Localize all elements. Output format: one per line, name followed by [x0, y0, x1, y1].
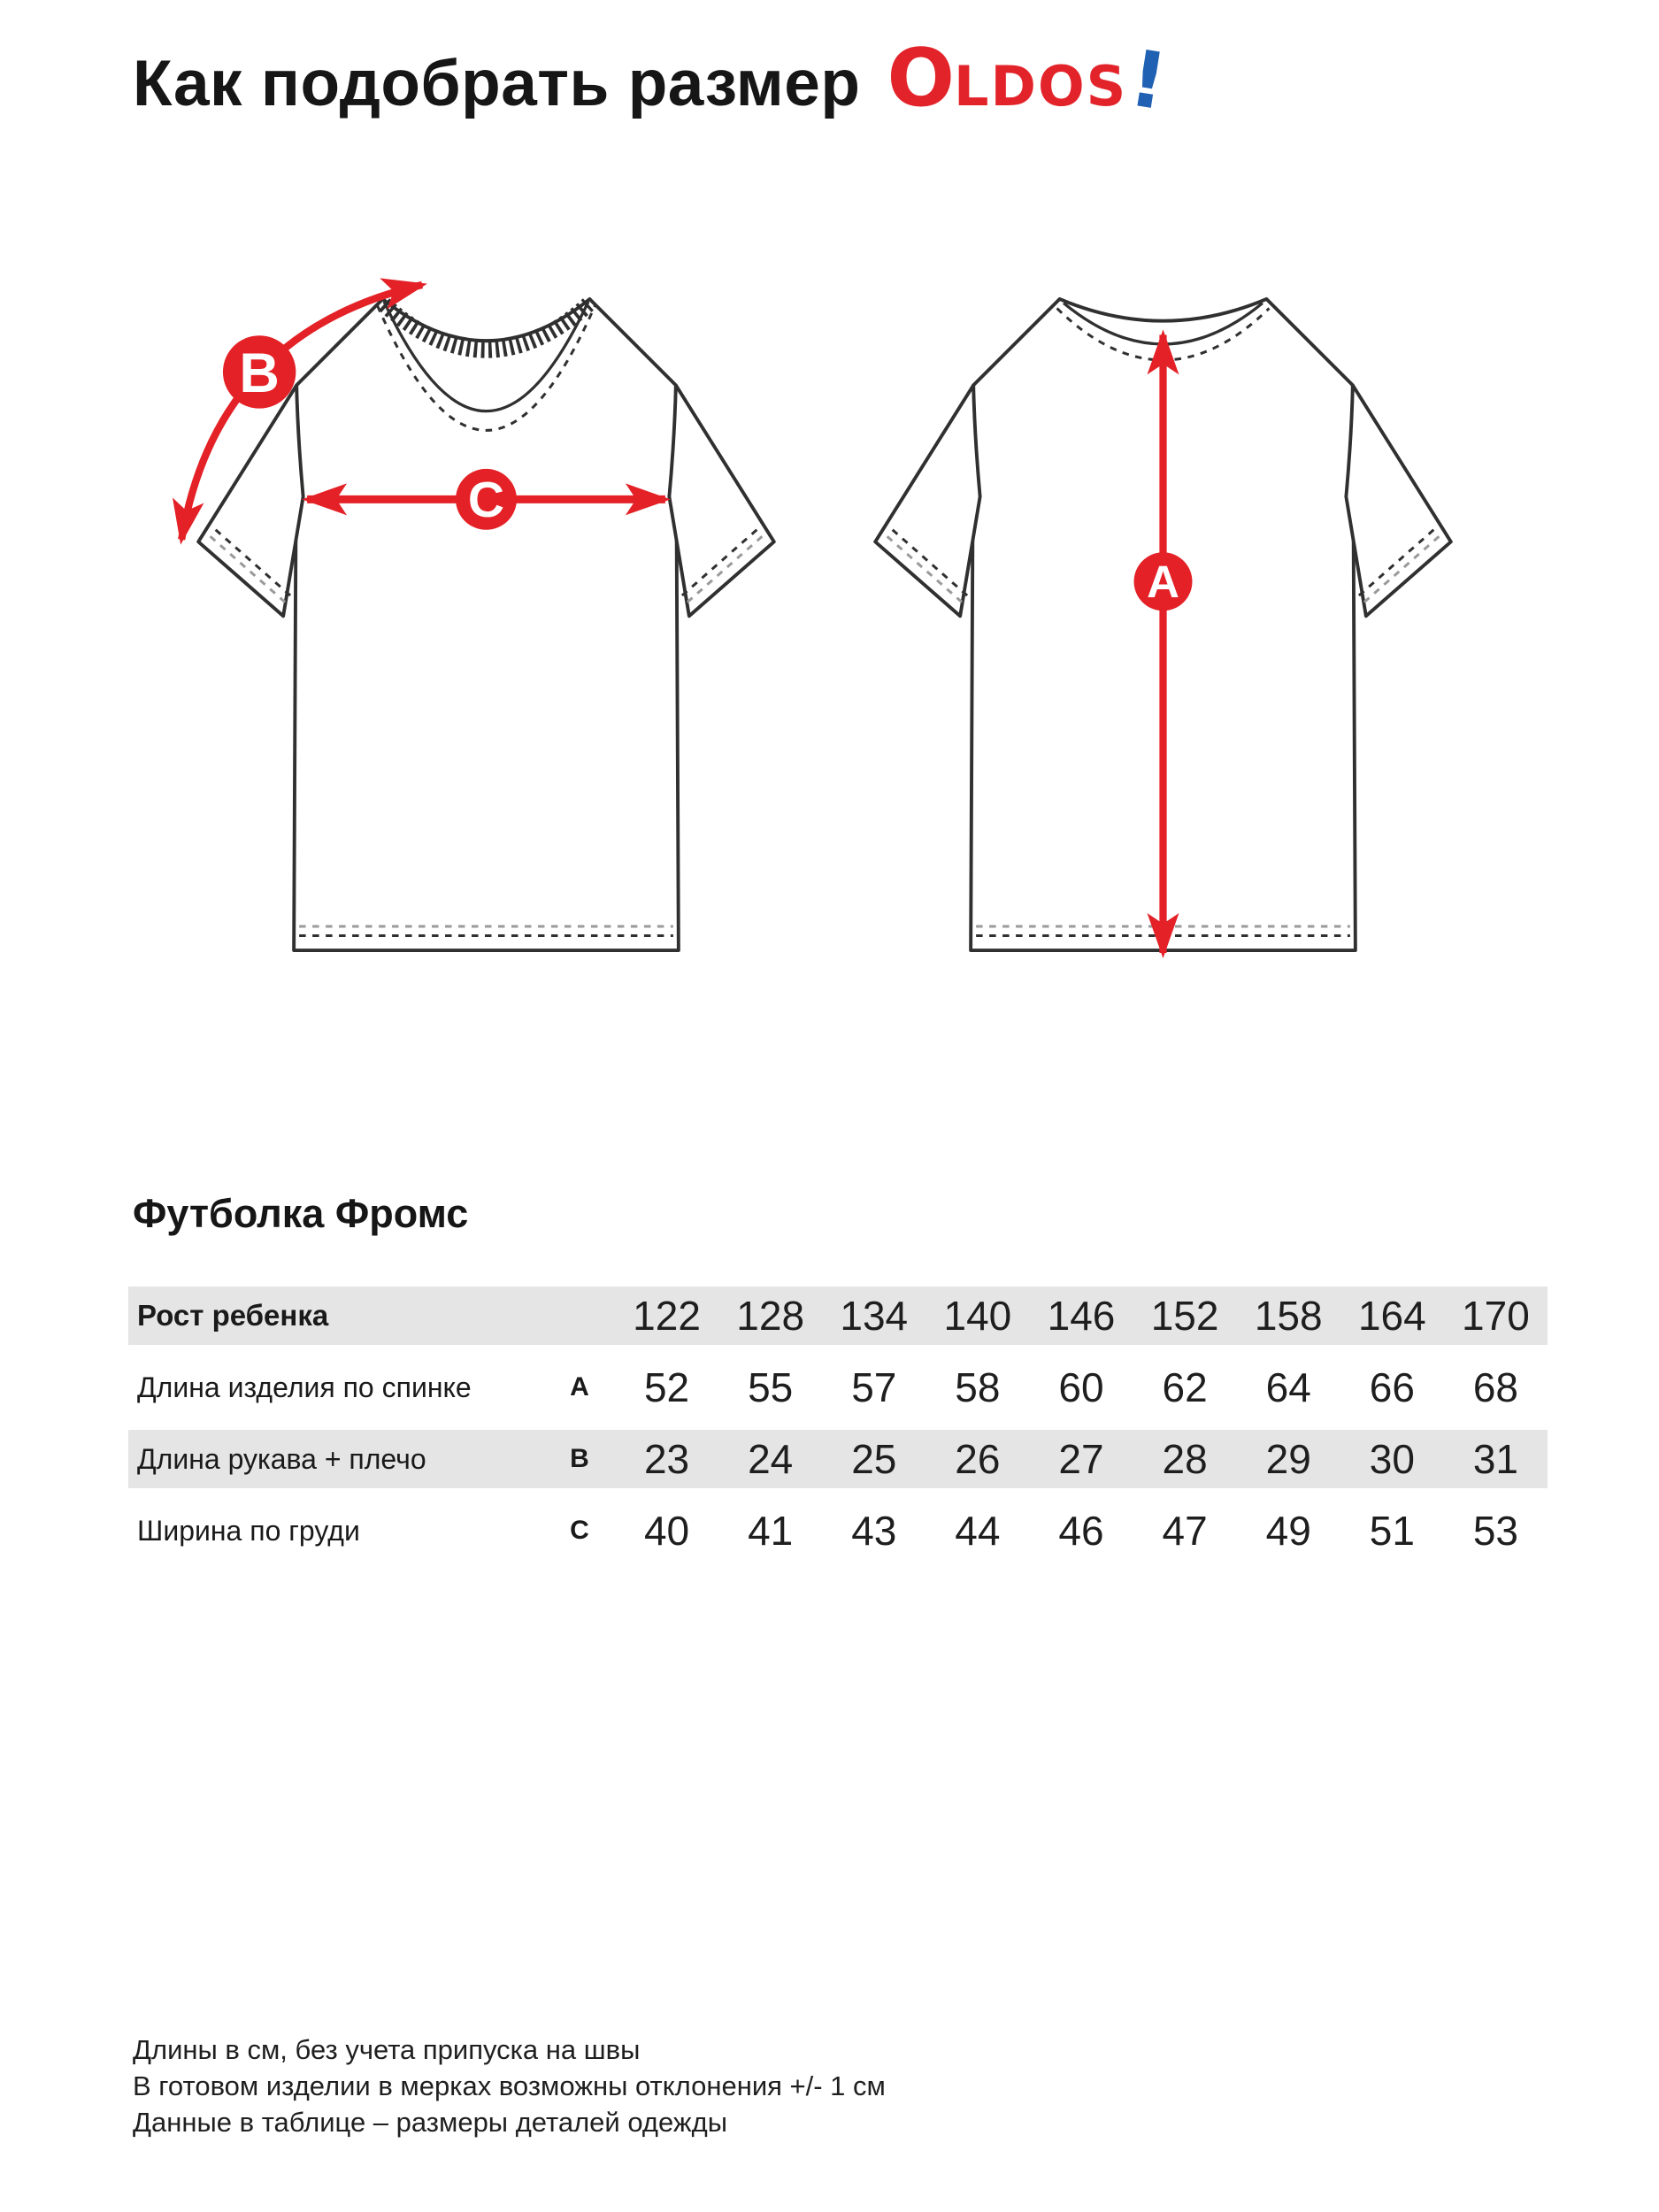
back-left-sleeve	[875, 385, 979, 616]
height-value: 152	[1150, 1293, 1219, 1339]
size-value: 28	[1162, 1436, 1208, 1482]
size-value: 55	[748, 1364, 794, 1410]
front-body	[294, 299, 679, 950]
size-value: 31	[1472, 1436, 1519, 1482]
height-value: 128	[736, 1293, 805, 1339]
brand-logo-rest: LDOS	[953, 54, 1128, 119]
row-label: Длина рукава + плечо	[137, 1442, 426, 1475]
size-value: 46	[1058, 1508, 1104, 1554]
brand-logo-first-letter: O	[887, 32, 954, 125]
size-value: 47	[1162, 1508, 1208, 1554]
height-value: 140	[943, 1293, 1012, 1339]
size-value: 49	[1265, 1508, 1311, 1554]
size-table	[128, 1286, 1548, 1573]
size-value: 58	[955, 1364, 1001, 1410]
row-letter: C	[570, 1516, 589, 1545]
size-value: 26	[955, 1436, 1001, 1482]
size-value: 41	[748, 1508, 794, 1554]
size-value: 40	[643, 1508, 690, 1554]
size-value: 25	[851, 1436, 897, 1482]
size-value: 52	[643, 1364, 690, 1410]
size-value: 57	[851, 1364, 897, 1410]
product-title: Футболка Фромс	[133, 1191, 469, 1236]
size-value: 24	[748, 1436, 794, 1482]
table-row-heights	[128, 1286, 1548, 1345]
measure-b-letter: B	[239, 342, 280, 404]
measure-c-letter: C	[467, 471, 505, 528]
size-value: 62	[1162, 1364, 1208, 1410]
footnote-line: Длины в см, без учета припуска на швы	[133, 2034, 641, 2065]
size-value: 23	[643, 1436, 690, 1482]
height-value: 158	[1254, 1293, 1323, 1339]
page-title: Как подобрать размер	[133, 48, 861, 119]
footnote-line: В готовом изделии в мерках возможны отклонения +/- 1 см	[133, 2070, 886, 2101]
table-row-back-length	[128, 1358, 1548, 1417]
height-value: 170	[1462, 1293, 1530, 1339]
size-value: 51	[1369, 1508, 1415, 1554]
size-value: 44	[955, 1508, 1001, 1554]
row-label: Ширина по груди	[137, 1514, 360, 1547]
row-letter: B	[570, 1444, 589, 1473]
brand-logo-exclamation: !	[1124, 32, 1173, 128]
row-label: Длина изделия по спинке	[137, 1371, 472, 1403]
tshirt-front-diagram	[174, 246, 798, 969]
table-row-sleeve-length	[128, 1430, 1548, 1488]
brand-logo	[887, 32, 1173, 128]
size-value: 64	[1265, 1364, 1311, 1410]
front-right-sleeve	[669, 385, 773, 616]
size-value: 66	[1369, 1364, 1415, 1410]
size-value: 43	[851, 1508, 897, 1554]
size-value: 29	[1265, 1436, 1311, 1482]
row-letter: A	[570, 1372, 589, 1402]
height-value: 122	[633, 1293, 701, 1339]
size-value: 60	[1058, 1364, 1104, 1410]
height-value: 146	[1047, 1293, 1116, 1339]
size-value: 53	[1472, 1508, 1519, 1554]
footnote-line: Данные в таблице – размеры деталей одежды	[133, 2107, 727, 2138]
measure-a-letter: A	[1147, 557, 1179, 608]
size-value: 68	[1472, 1364, 1519, 1410]
size-value: 27	[1058, 1436, 1104, 1482]
table-row-chest-width	[128, 1502, 1548, 1560]
footnotes	[133, 2032, 886, 2140]
height-value: 164	[1357, 1293, 1426, 1339]
back-right-sleeve	[1346, 385, 1450, 616]
tshirt-back-diagram	[851, 246, 1475, 969]
row-label: Рост ребенка	[137, 1299, 329, 1332]
page-header	[133, 32, 1173, 128]
front-left-sleeve	[198, 385, 303, 616]
height-value: 134	[840, 1293, 909, 1339]
size-value: 30	[1369, 1436, 1415, 1482]
